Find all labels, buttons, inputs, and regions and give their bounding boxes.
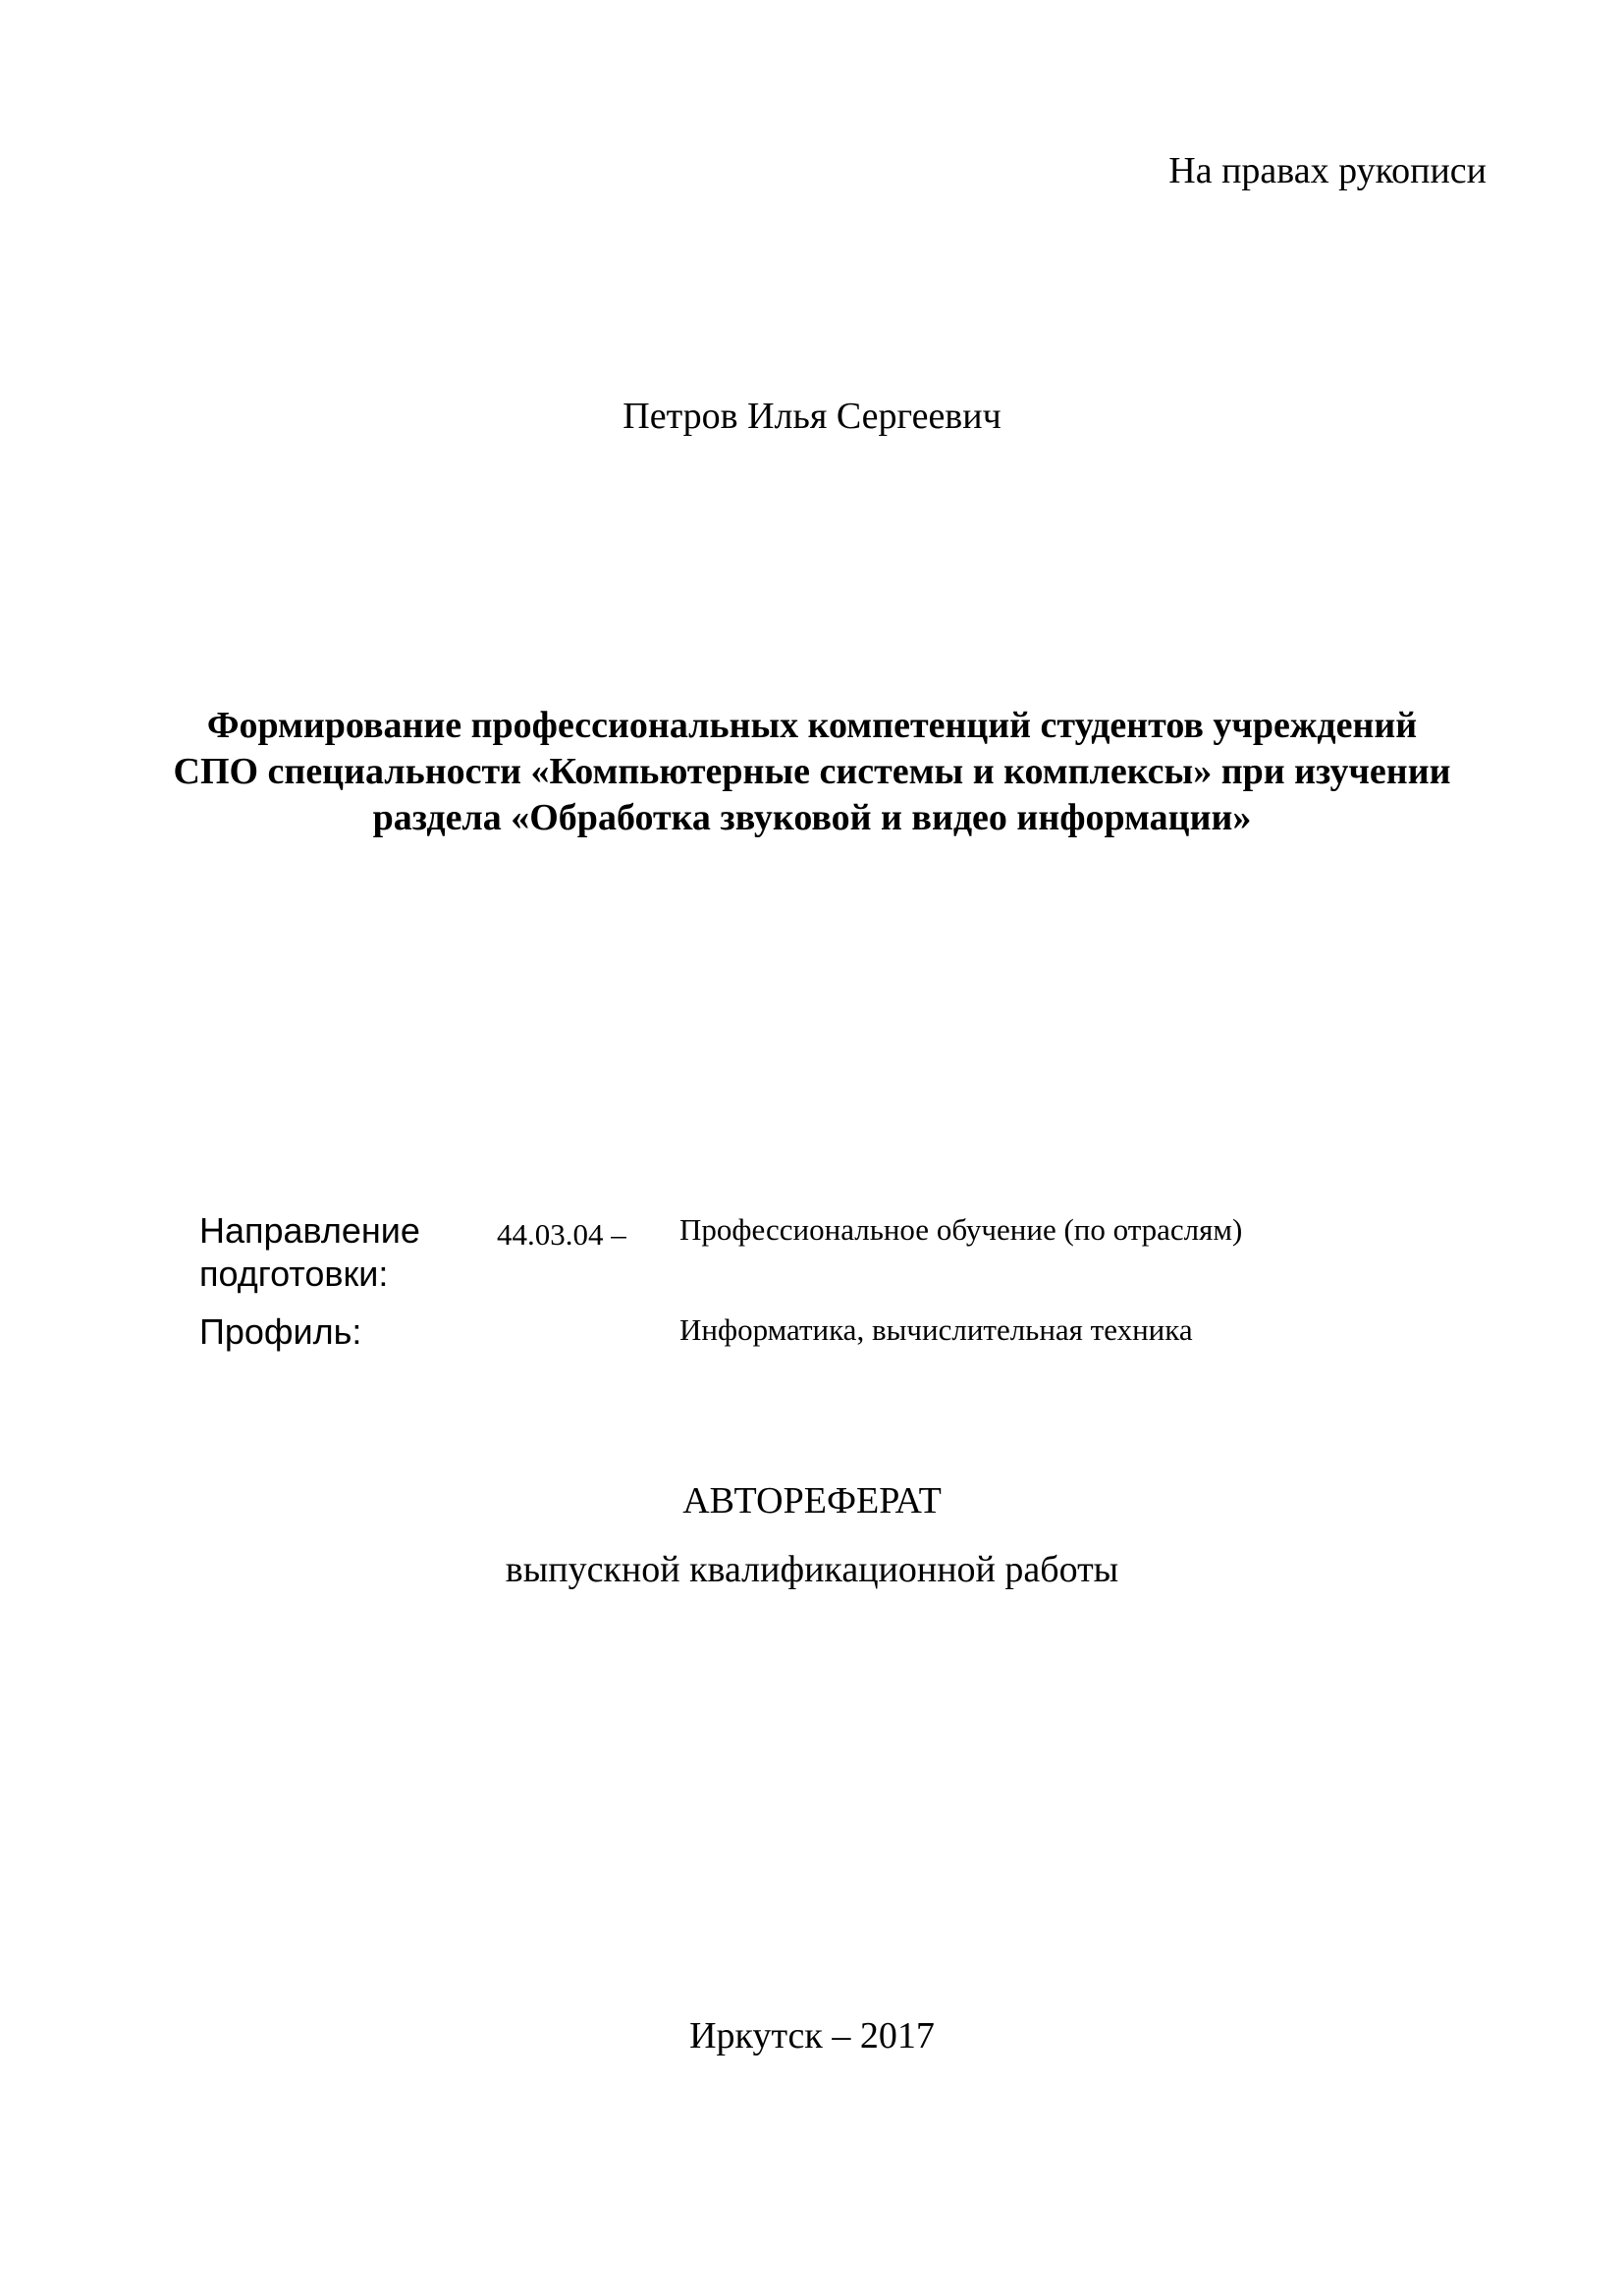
direction-label-line-1: Направление bbox=[199, 1210, 420, 1251]
author-name: Петров Илья Сергеевич bbox=[623, 396, 1001, 437]
profile-name: Информатика, вычислительная техника bbox=[679, 1312, 1193, 1347]
thesis-title-line-3: раздела «Обработка звуковой и видео информации» bbox=[372, 797, 1252, 838]
direction-label-line-2: подготовки: bbox=[199, 1254, 389, 1294]
thesis-title-line-2: СПО специальности «Компьютерные системы и комплексы» при изучении bbox=[173, 751, 1451, 792]
city-year: Иркутск – 2017 bbox=[689, 2015, 935, 2056]
direction-name: Профессиональное обучение (по отраслям) bbox=[679, 1212, 1243, 1247]
document-type-label: АВТОРЕФЕРАТ bbox=[682, 1480, 942, 1522]
document-type-subtitle: выпускной квалификационной работы bbox=[505, 1549, 1119, 1590]
rights-note: На правах рукописи bbox=[1168, 150, 1487, 191]
profile-label: Профиль: bbox=[199, 1311, 362, 1352]
direction-code: 44.03.04 – bbox=[497, 1217, 626, 1252]
thesis-title-line-1: Формирование профессиональных компетенций студентов учреждений bbox=[206, 705, 1418, 746]
thesis-title bbox=[128, 703, 1496, 841]
